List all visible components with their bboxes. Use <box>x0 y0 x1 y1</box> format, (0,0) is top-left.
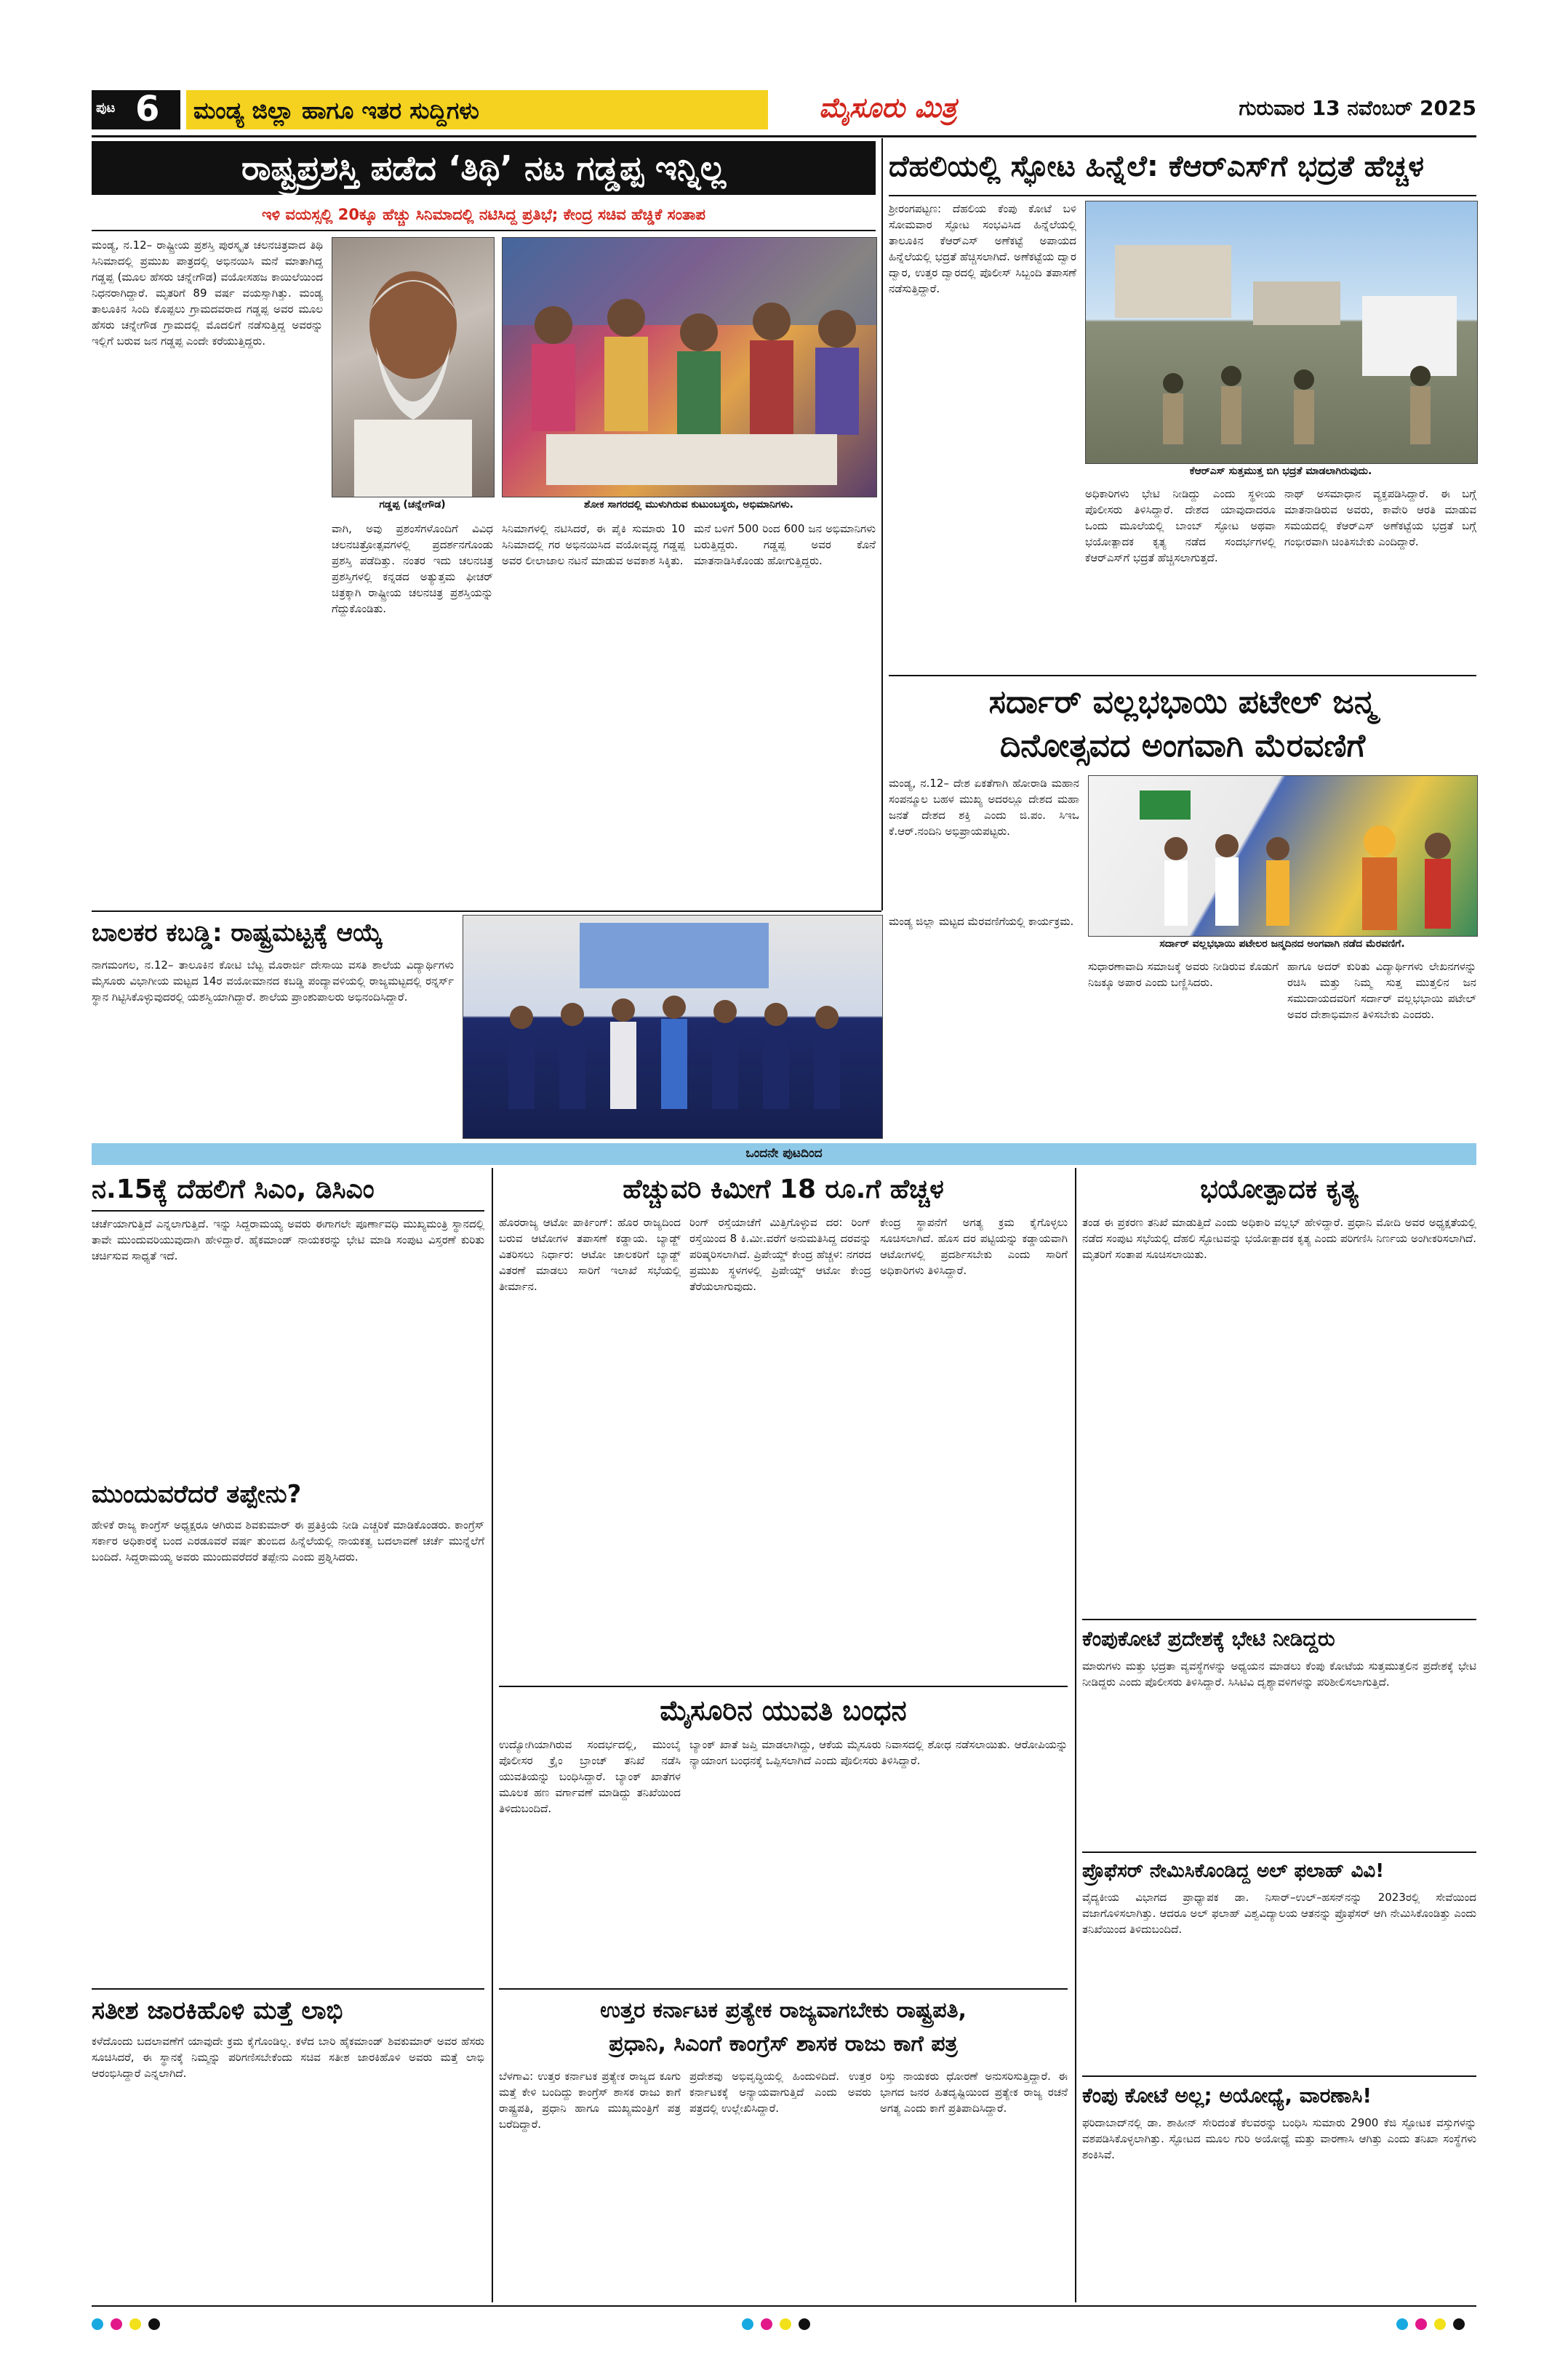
story8-top-rule <box>499 1988 1068 1990</box>
story1-col3: ಸಿನಿಮಾಗಳಲ್ಲಿ ನಟಿಸಿದರೆ, ಈ ಪೈಕಿ ಸುಮಾರು 10 ಸಿನಿಮಾದಲ್ಲಿ ಗರ ಅಭಿನಯಿಸಿದ ವಯೋವೃದ್ಧ ಗಡ್ಡಪ್ಪ ಅವರ ಲೀಲಾಜಾಲ ನಟನೆ ಮಾಡುವ ಅವಕಾಶ ಸಿಕ್ಕಿತು. <box>502 522 689 567</box>
story7-headline: ಮೈಸೂರಿನ ಯುವತಿ ಬಂಧನ <box>660 1694 907 1726</box>
story9b-headline: ಕೆಂಪುಕೋಟೆ ಪ್ರದೇಶಕ್ಕೆ ಭೇಟಿ ನೀಡಿದ್ದರು <box>1082 1627 1335 1651</box>
col-divider-main <box>881 138 883 910</box>
story1-photo2-caption: ಶೋಕ ಸಾಗರದಲ್ಲಿ ಮುಳುಗಿರುವ ಕುಟುಂಬಸ್ಥರು, ಅಭಿಮಾನಿಗಳು. <box>584 499 793 511</box>
story9c-top-rule <box>1082 1851 1476 1853</box>
story3-photo <box>1088 775 1478 937</box>
story6-col2: ರಿಂಗ್ ರಸ್ತೆಯಾಚೆಗೆ ಮಿತ್ತಿಗೊಳ್ಳುವ ದರ: ರಿಂಗ್ ರಸ್ತೆಯಿಂದ 8 ಕಿ.ಮೀ.ವರೆಗೆ ಅನುಮತಿಸಿದ್ದ ದರವನ್ನು ಪರಿಷ್ಕರಿಸಲಾಗಿದೆ. ಪ್ರಿಪೇಯ್ಡ್ ಕೇಂದ್ರ ಹೆಚ್ಚಳ: ನಗರದ ಪ್ರಮುಖ ಸ್ಥಳಗಳಲ್ಲಿ ಪ್ರಿಪೇಯ್ಡ್ ಆಟೋ ಕೇಂದ್ರ ತೆರೆಯಲಾಗುವುದು. <box>689 1216 875 1293</box>
story8-col3: ರಿಸ್ತು ನಾಯಕರು ಧೋರಣೆ ಅನುಸರಿಸುತ್ತಿದ್ದಾರೆ. ಈ ಭಾಗದ ಜನರ ಹಿತದೃಷ್ಟಿಯಿಂದ ಪ್ರತ್ಯೇಕ ರಾಜ್ಯ ರಚನೆ ಅಗತ್ಯ ಎಂದು ಕಾಗೆ ಪ್ರತಿಪಾದಿಸಿದ್ದಾರೆ. <box>880 2070 1071 2115</box>
footer-rule <box>92 2305 1476 2307</box>
krs-dam-graphic <box>1086 201 1477 463</box>
story5c-headline: ಸತೀಶ ಜಾರಕಿಹೊಳಿ ಮತ್ತೆ ಲಾಭಿ <box>92 1996 343 2025</box>
story6-col3: ಕೇಂದ್ರ ಸ್ಥಾಪನೆಗೆ ಅಗತ್ಯ ಕ್ರಮ ಕೈಗೊಳ್ಳಲು ಸೂಚಿಸಲಾಗಿದೆ. ಹೊಸ ದರ ಪಟ್ಟಿಯನ್ನು ಕಡ್ಡಾಯವಾಗಿ ಆಟೋಗಳಲ್ಲಿ ಪ್ರದರ್ಶಿಸಬೇಕು ಎಂದು ಸಾರಿಗೆ ಅಧಿಕಾರಿಗಳು ತಿಳಿಸಿದ್ದಾರೆ. <box>880 1216 1071 1277</box>
story6-col1: ಹೊರರಾಜ್ಯ ಆಟೋ ಪಾರ್ಕಿಂಗ್: ಹೊರ ರಾಜ್ಯದಿಂದ ಬರುವ ಆಟೋಗಳ ತಪಾಸಣೆ ಕಡ್ಡಾಯ. ಬ್ಯಾಡ್ಜ್ ವಿತರಿಸಲು ನಿರ್ಧಾರ: ಆಟೋ ಚಾಲಕರಿಗೆ ಬ್ಯಾಡ್ಜ್ ವಿತರಣೆ ಮಾಡಲು ಸಾರಿಗೆ ಇಲಾಖೆ ಸಭೆಯಲ್ಲಿ ತೀರ್ಮಾನ. <box>499 1216 684 1293</box>
header-bar <box>92 89 1476 132</box>
story2-col3: ನಾಥ್ ಅಸಮಾಧಾನ ವ್ಯಕ್ತಪಡಿಸಿದ್ದಾರೆ. ಈ ಬಗ್ಗೆ ಮಾತನಾಡಿರುವ ಅವರು, ಕಾವೇರಿ ಆರತಿ ಮಾಡುವ ಸಮಯದಲ್ಲಿ ಕೆಆರ್‌ಎಸ್ ಅಣೆಕಟ್ಟೆಯ ಭದ್ರತೆ ಬಗ್ಗೆ ಗಂಭೀರವಾಗಿ ಚಿಂತಿಸಬೇಕು ಎಂದಿದ್ದಾರೆ. <box>1284 487 1480 548</box>
story1-photo1 <box>332 237 495 497</box>
story9d-headline: ಕೆಂಪು ಕೋಟೆ ಅಲ್ಲ; ಅಯೋಧ್ಯೆ, ವಾರಣಾಸಿ! <box>1082 2083 1372 2107</box>
story2-photo <box>1085 201 1478 464</box>
story1-col2: ವಾಗಿ, ಅವು ಪ್ರಶಂಸೆಗಳೊಂದಿಗೆ ವಿವಿಧ ಚಲನಚಿತ್ರೋತ್ಸವಗಳಲ್ಲಿ ಪ್ರದರ್ಶನಗೊಂಡು ಪ್ರಶಸ್ತಿ ಪಡೆದಿತ್ತು. ನಂತರ ಇದು ಚಲನಚಿತ್ರ ಪ್ರಶಸ್ತಿಗಳಲ್ಲಿ ಕನ್ನಡದ ಅತ್ಯುತ್ತಮ ಫೀಚರ್ ಚಿತ್ರಕ್ಕಾಗಿ ರಾಷ್ಟ್ರೀಯ ಚಲನಚಿತ್ರ ಪ್ರಶಸ್ತಿಯನ್ನು ಗೆದ್ದುಕೊಂಡಿತು. <box>332 522 497 615</box>
masthead: ಮೈಸೂರು ಮಿತ್ರ <box>819 92 957 124</box>
story3-col2: ಸುಧಾರಣಾವಾದಿ ಸಮಾಜಕ್ಕೆ ಅವರು ನೀಡಿರುವ ಕೊಡುಗೆ ನಿಜಕ್ಕೂ ಅಪಾರ ಎಂದು ಬಣ್ಣಿಸಿದರು. <box>1088 960 1282 989</box>
col-divider-right <box>1075 1168 1076 2302</box>
story1-subheadline: ಇಳಿ ವಯಸ್ಸಲ್ಲಿ 20ಕ್ಕೂ ಹೆಚ್ಚು ಸಿನಿಮಾದಲ್ಲಿ ನಟಿಸಿದ್ದ ಪ್ರತಿಭೆ; ಕೇಂದ್ರ ಸಚಿವ ಹೆಚ್ಡಿಕೆ ಸಂತಾಪ <box>261 206 706 223</box>
story3-headline-1: ಸರ್ದಾರ್ ವಲ್ಲಭಭಾಯಿ ಪಟೇಲ್ ಜನ್ಮ <box>988 684 1377 721</box>
header-rule <box>92 135 1476 137</box>
story8-col2: ಪ್ರದೇಶವು ಅಭಿವೃದ್ಧಿಯಲ್ಲಿ ಹಿಂದುಳಿದಿದೆ. ಉತ್ತರ ಕರ್ನಾಟಕಕ್ಕೆ ಅನ್ಯಾಯವಾಗುತ್ತಿದೆ ಎಂದು ಅವರು ಪತ್ರದಲ್ಲಿ ಉಲ್ಲೇಖಿಸಿದ್ದಾರೆ. <box>689 2070 875 2115</box>
story7-top-rule <box>499 1686 1068 1687</box>
story5b-body: ಹೇಳಿಕೆ ರಾಜ್ಯ ಕಾಂಗ್ರೆಸ್ ಅಧ್ಯಕ್ಷರೂ ಆಗಿರುವ ಶಿವಕುಮಾರ್ ಈ ಪ್ರತಿಕ್ರಿಯೆ ನೀಡಿ ಎಚ್ಚರಿಕೆ ಮಾಡಿಕೊಂಡರು. ಕಾಂಗ್ರೆಸ್ ಸರ್ಕಾರ ಅಧಿಕಾರಕ್ಕೆ ಬಂದ ಎರಡೂವರೆ ವರ್ಷ ತುಂಬಿದ ಹಿನ್ನೆಲೆಯಲ್ಲಿ ನಾಯಕತ್ವ ಬದಲಾವಣೆ ಚರ್ಚೆ ಮುನ್ನೆಲೆಗೆ ಬಂದಿದೆ. ಸಿದ್ದರಾಮಯ್ಯ ಅವರು ಮುಂದುವರೆದರೆ ತಪ್ಪೇನು ಎಂದು ಪ್ರಶ್ನಿಸಿದರು. <box>92 1518 488 1564</box>
portrait-graphic <box>332 238 494 497</box>
story1-photo2 <box>502 237 877 497</box>
story1-col1: ಮಂಡ್ಯ, ನ.12– ರಾಷ್ಟ್ರೀಯ ಪ್ರಶಸ್ತಿ ಪುರಸ್ಕೃತ ಚಲನಚಿತ್ರವಾದ ತಿಥಿ ಸಿನಿಮಾದಲ್ಲಿ ಪ್ರಮುಖ ಪಾತ್ರದಲ್ಲಿ ಅಭಿನಯಿಸಿ ಮನೆ ಮಾತಾಗಿದ್ದ ಗಡ್ಡಪ್ಪ (ಮೂಲ ಹೆಸರು ಚನ್ನೇಗೌಡ) ವಯೋಸಹಜ ಕಾಯಿಲೆಯಿಂದ ನಿಧನರಾಗಿದ್ದಾರೆ. ಮೃತರಿಗೆ 89 ವರ್ಷ ವಯಸ್ಸಾಗಿತ್ತು. ಮಂಡ್ಯ ತಾಲೂಕಿನ ಸಿಂದಿ ಕೊಪ್ಪಲು ಗ್ರಾಮದವರಾದ ಗಡ್ಡಪ್ಪ ಅವರ ಮೂಲ ಹೆಸರು ಚನ್ನೇಗೌಡ ಗ್ರಾಮದಲ್ಲಿ ಮೊದಲಿಗೆ ನಡೆಸುತ್ತಿದ್ದ ಅವರನ್ನು ಇಲ್ಲಿಗೆ ಬರುವ ಜನ ಗಡ್ಡಪ್ಪ ಎಂದೇ ಕರೆಯುತ್ತಿದ್ದರು. <box>92 239 327 348</box>
story4-photo <box>463 915 883 1139</box>
story1-headline: ರಾಷ್ಟ್ರಪ್ರಶಸ್ತಿ ಪಡೆದ ‘ತಿಥಿ’ ನಟ ಗಡ್ಡಪ್ಪ ಇನ್ನಿಲ್ಲ <box>92 141 876 195</box>
story1-sub-rule <box>92 230 876 231</box>
issue-date: ಗುರುವಾರ 13 ನವೆಂಬರ್ 2025 <box>1239 96 1476 120</box>
story9c-body: ವೈದ್ಯಕೀಯ ವಿಭಾಗದ ಪ್ರಾಧ್ಯಾಪಕ ಡಾ. ನಿಸಾರ್–ಉಲ್–ಹಸನ್‌ನನ್ನು 2023ರಲ್ಲಿ ಸೇವೆಯಿಂದ ವಜಾಗೊಳಿಸಲಾಗಿತ್ತು. ಆದರೂ ಅಲ್ ಫಲಾಹ್ ವಿಶ್ವವಿದ್ಯಾಲಯ ಆತನನ್ನು ಪ್ರೊಫೆಸರ್ ಆಗಿ ನೇಮಿಸಿಕೊಂಡಿತ್ತು ಎಂದು ತನಿಖೆಯಿಂದ ತಿಳಿದುಬಂದಿದೆ. <box>1082 1891 1480 1936</box>
story2-photo-caption: ಕೆಆರ್‌ಎಸ್ ಸುತ್ತಮುತ್ತ ಬಿಗಿ ಭದ್ರತೆ ಮಾಡಲಾಗಿರುವುದು. <box>1189 465 1372 477</box>
col-divider-left <box>492 1168 493 2302</box>
story3-photo-caption: ಸರ್ದಾರ್ ವಲ್ಲಭಭಾಯಿ ಪಟೇಲರ ಜನ್ಮದಿನದ ಅಂಗವಾಗಿ ನಡೆದ ಮೆರವಣಿಗೆ. <box>1159 938 1405 950</box>
story5c-body: ಕಳೆದೊಂದು ಬದಲಾವಣೆಗೆ ಯಾವುದೇ ಕ್ರಮ ಕೈಗೊಂಡಿಲ್ಲ. ಕಳೆದ ಬಾರಿ ಹೈಕಮಾಂಡ್ ಶಿವಕುಮಾರ್ ಅವರ ಹೆಸರು ಸೂಚಿಸಿದರೆ, ಈ ಸ್ಥಾನಕ್ಕೆ ನಿಮ್ಮನ್ನು ಪರಿಗಣಿಸಬೇಕೆಂದು ಸಚಿವ ಸತೀಶ ಜಾರಕಿಹೊಳಿ ಅವರು ಮತ್ತೆ ಲಾಭಿ ಆರಂಭಿಸಿದ್ದಾರೆ ಎನ್ನಲಾಗಿದೆ. <box>92 2035 488 2080</box>
story3-col3: ಹಾಗೂ ಅದರ್ ಕುರಿತು ವಿದ್ಯಾರ್ಥಿಗಳು ಲೇಖನಗಳನ್ನು ರಚಿಸಿ ಮತ್ತು ನಿಮ್ಮ ಸುತ್ತ ಮುತ್ತಲಿನ ಜನ ಸಮುದಾಯದವರಿಗೆ ಸರ್ದಾರ್ ವಲ್ಲಭಭಾಯಿ ಪಟೇಲ್ ಅವರ ದೇಶಾಭಿಮಾನ ತಿಳಿಸಬೇಕು ಎಂದರು. <box>1287 960 1480 1021</box>
section-title: ಮಂಡ್ಯ ಜಿಲ್ಲಾ ಹಾಗೂ ಇತರ ಸುದ್ದಿಗಳು <box>193 97 479 124</box>
registration-marks-center <box>742 2318 829 2333</box>
story7-col1: ಉದ್ಯೋಗಿಯಾಗಿರುವ ಸಂದರ್ಭದಲ್ಲಿ, ಮುಂಬೈ ಪೊಲೀಸರ ಕ್ರೈಂ ಬ್ರಾಂಚ್ ತನಿಖೆ ನಡೆಸಿ ಯುವತಿಯನ್ನು ಬಂಧಿಸಿದ್ದಾರೆ. ಬ್ಯಾಂಕ್ ಖಾತೆಗಳ ಮೂಲಕ ಹಣ ವರ್ಗಾವಣೆ ಮಾಡಿದ್ದು ತನಿಖೆಯಿಂದ ತಿಳಿದುಬಂದಿದೆ. <box>499 1738 684 1815</box>
story2-rule <box>889 195 1476 196</box>
story4-body: ನಾಗಮಂಗಲ, ನ.12– ತಾಲೂಕಿನ ಕೋಟಿ ಬೆಟ್ಟ ಮೊರಾರ್ಜಿ ದೇಸಾಯಿ ವಸತಿ ಶಾಲೆಯ ವಿದ್ಯಾರ್ಥಿಗಳು ಮೈಸೂರು ವಿಭಾಗೀಯ ಮಟ್ಟದ 14ರ ವಯೋಮಾನದ ಕಬಡ್ಡಿ ಪಂದ್ಯಾವಳಿಯಲ್ಲಿ ರಾಜ್ಯಮಟ್ಟದಲ್ಲಿ ರನ್ನರ್ಸ್ ಸ್ಥಾನ ಗಿಟ್ಟಿಸಿಕೊಳ್ಳುವುದರಲ್ಲಿ ಯಶಸ್ವಿಯಾಗಿದ್ದಾರೆ. ಶಾಲೆಯ ಪ್ರಾಂಶುಪಾಲರು ಅಭಿನಂದಿಸಿದ್ದಾರೆ. <box>92 958 457 1004</box>
story5-rule <box>92 1210 484 1212</box>
story5-body: ಚರ್ಚೆಯಾಗುತ್ತಿದೆ ಎನ್ನಲಾಗುತ್ತಿದೆ. ಇನ್ನು ಸಿದ್ದರಾಮಯ್ಯ ಅವರು ಈಗಾಗಲೇ ಪೂರ್ಣಾವಧಿ ಮುಖ್ಯಮಂತ್ರಿ ಸ್ಥಾನದಲ್ಲಿ ತಾವೇ ಮುಂದುವರಿಯುವುದಾಗಿ ಹೇಳಿದ್ದಾರೆ. ಹೈಕಮಾಂಡ್ ನಾಯಕರನ್ನು ಭೇಟಿ ಮಾಡಿ ಸಂಪುಟ ವಿಸ್ತರಣೆ ಕುರಿತು ಚರ್ಚಿಸುವ ಸಾಧ್ಯತೆ ಇದೆ. <box>92 1217 488 1262</box>
story1-photo1-caption: ಗಡ್ಡಪ್ಪ (ಚನ್ನೇಗೌಡ) <box>379 499 446 511</box>
story1-col4: ಮನೆ ಬಳಿಗೆ 500 ರಿಂದ 600 ಜನ ಅಭಿಮಾನಿಗಳು ಬರುತ್ತಿದ್ದರು. ಗಡ್ಡಪ್ಪ ಅವರ ಕೊನೆ ಮಾತನಾಡಿಸಿಕೊಂಡು ಹೋಗುತ್ತಿದ್ದರು. <box>694 522 879 567</box>
story6-headline: ಹೆಚ್ಚುವರಿ ಕಿಮೀಗೆ 18 ರೂ.ಗೆ ಹೆಚ್ಚಳ <box>623 1174 944 1204</box>
story9d-body: ಫರಿದಾಬಾದ್‌ನಲ್ಲಿ ಡಾ. ಶಾಹೀನ್ ಸೇರಿದಂತೆ ಕೆಲವರನ್ನು ಬಂಧಿಸಿ ಸುಮಾರು 2900 ಕೆಜಿ ಸ್ಫೋಟಕ ವಸ್ತುಗಳನ್ನು ವಶಪಡಿಸಿಕೊಳ್ಳಲಾಗಿತ್ತು. ಸ್ಫೋಟದ ಮೂಲ ಗುರಿ ಅಯೋಧ್ಯೆ ಮತ್ತು ವಾರಣಾಸಿ ಆಗಿತ್ತು ಎಂದು ತನಿಖಾ ಸಂಸ್ಥೆಗಳು ಶಂಕಿಸಿವೆ. <box>1082 2116 1480 2161</box>
procession-graphic <box>1089 776 1477 936</box>
continuation-label: ಒಂದನೇ ಪುಟದಿಂದ <box>745 1146 823 1161</box>
story5-headline: ನ.15ಕ್ಕೆ ದೆಹಲಿಗೆ ಸಿಎಂ, ಡಿಸಿಎಂ <box>92 1174 375 1204</box>
story3-col1: ಮಂಡ್ಯ, ನ.12– ದೇಶ ಏಕತೆಗಾಗಿ ಹೋರಾಡಿ ಮಹಾನ ಸಂಪನ್ಮೂಲ ಬಹಳ ಮುಖ್ಯ ಅದರಲ್ಲೂ ದೇಶದ ಮಹಾ ಜನತೆ ದೇಶದ ಶಕ್ತಿ ಎಂದು ಜಿ.ಪಂ. ಸಿಇಒ ಕೆ.ಆರ್.ನಂದಿನಿ ಅಭಿಪ್ರಾಯಪಟ್ಟರು. <box>889 777 1083 838</box>
page-label-box <box>92 90 180 129</box>
story2-end-rule <box>889 675 1476 676</box>
story9-headline: ಭಯೋತ್ಪಾದಕ ಕೃತ್ಯ <box>1200 1174 1359 1204</box>
story8-col1: ಬೆಳಗಾವಿ: ಉತ್ತರ ಕರ್ನಾಟಕ ಪ್ರತ್ಯೇಕ ರಾಜ್ಯದ ಕೂಗು ಮತ್ತೆ ಕೇಳಿ ಬಂದಿದ್ದು ಕಾಂಗ್ರೆಸ್ ಶಾಸಕ ರಾಜು ಕಾಗೆ ರಾಷ್ಟ್ರಪತಿ, ಪ್ರಧಾನಿ ಹಾಗೂ ಮುಖ್ಯಮಂತ್ರಿಗೆ ಪತ್ರ ಬರೆದಿದ್ದಾರೆ. <box>499 2070 684 2131</box>
story9c-headline: ಪ್ರೊಫೆಸರ್ ನೇಮಿಸಿಕೊಂಡಿದ್ದ ಅಲ್ ಫಲಾಹ್ ವಿವಿ! <box>1082 1860 1385 1882</box>
story4-top-rule <box>92 910 881 912</box>
page-number: 6 <box>135 89 160 129</box>
story3-col1-cont: ಮಂಡ್ಯ ಜಿಲ್ಲಾ ಮಟ್ಟದ ಮೆರವಣಿಗೆಯಲ್ಲಿ ಕಾರ್ಯಕ್ರಮ. <box>889 915 1074 928</box>
story9b-body: ಮಾರುಗಳು ಮತ್ತು ಭದ್ರತಾ ವ್ಯವಸ್ಥೆಗಳನ್ನು ಅಧ್ಯಯನ ಮಾಡಲು ಕೆಂಪು ಕೋಟೆಯ ಸುತ್ತಮುತ್ತಲಿನ ಪ್ರದೇಶಕ್ಕೆ ಭೇಟಿ ನೀಡಿದ್ದರು ಎಂದು ಪೊಲೀಸರು ತಿಳಿಸಿದ್ದಾರೆ. ಸಿಸಿಟಿವಿ ದೃಶ್ಯಾವಳಿಗಳನ್ನು ಪರಿಶೀಲಿಸಲಾಗುತ್ತಿದೆ. <box>1082 1660 1480 1689</box>
registration-marks-left <box>92 2318 179 2333</box>
kabaddi-team-graphic <box>463 916 882 1138</box>
story5c-top-rule <box>92 1988 484 1990</box>
story2-body: ಶ್ರೀರಂಗಪಟ್ಟಣ: ದೆಹಲಿಯ ಕೆಂಪು ಕೋಟೆ ಬಳಿ ಸೋಮವಾರ ಸ್ಫೋಟ ಸಂಭವಿಸಿದ ಹಿನ್ನೆಲೆಯಲ್ಲಿ ತಾಲೂಕಿನ ಕೆಆರ್‌ಎಸ್ ಅಣೆಕಟ್ಟೆ ಅಪಾಯದ ಹಿನ್ನೆಲೆಯಲ್ಲಿ ಭದ್ರತೆ ಹೆಚ್ಚಿಸಲಾಗಿದೆ. ಅಣೆಕಟ್ಟೆಯ ದ್ವಾರ ದ್ವಾರ, ಉತ್ತರ ದ್ವಾರದಲ್ಲಿ ಪೊಲೀಸ್ ಸಿಬ್ಬಂದಿ ತಪಾಸಣೆ ನಡೆಸುತ್ತಿದ್ದಾರೆ. <box>889 202 1080 295</box>
story9b-top-rule <box>1082 1619 1476 1620</box>
story5b-headline: ಮುಂದುವರೆದರೆ ತಪ್ಪೇನು? <box>92 1480 302 1509</box>
story3-headline-2: ದಿನೋತ್ಸವದ ಅಂಗವಾಗಿ ಮೆರವಣಿಗೆ <box>999 727 1366 764</box>
page-label: ಪುಟ <box>96 100 116 116</box>
story4-headline: ಬಾಲಕರ ಕಬಡ್ಡಿ: ರಾಷ್ಟ್ರಮಟ್ಟಕ್ಕೆ ಆಯ್ಕೆ <box>92 918 383 948</box>
story8-headline-2: ಪ್ರಧಾನಿ, ಸಿಎಂಗೆ ಕಾಂಗ್ರೆಸ್ ಶಾಸಕ ರಾಜು ಕಾಗೆ ಪತ್ರ <box>609 2031 958 2057</box>
story2-col2: ಅಧಿಕಾರಿಗಳು ಭೇಟಿ ನೀಡಿದ್ದು ಎಂದು ಸ್ಥಳೀಯ ಪೊಲೀಸರು ತಿಳಿಸಿದ್ದಾರೆ. ದೇಶದ ಯಾವುದಾದರೂ ಒಂದು ಮೂಲೆಯಲ್ಲಿ ಬಾಂಬ್ ಸ್ಫೋಟ ಅಥವಾ ಭಯೋತ್ಪಾದಕ ಕೃತ್ಯ ನಡೆದ ಸಂದರ್ಭಗಳಲ್ಲಿ ಕೆಆರ್‌ಎಸ್‌ಗೆ ಭದ್ರತೆ ಹೆಚ್ಚಿಸಲಾಗುತ್ತದೆ. <box>1085 487 1279 564</box>
story7-col2: ಬ್ಯಾಂಕ್ ಖಾತೆ ಜಪ್ತಿ ಮಾಡಲಾಗಿದ್ದು, ಆಕೆಯ ಮೈಸೂರು ನಿವಾಸದಲ್ಲಿ ಶೋಧ ನಡೆಸಲಾಯಿತು. ಆರೋಪಿಯನ್ನು ನ್ಯಾಯಾಂಗ ಬಂಧನಕ್ಕೆ ಒಪ್ಪಿಸಲಾಗಿದೆ ಎಂದು ಪೊಲೀಸರು ತಿಳಿಸಿದ್ದಾರೆ. <box>689 1738 1071 1767</box>
story9-body: ತಂಡ ಈ ಪ್ರಕರಣ ತನಿಖೆ ಮಾಡುತ್ತಿದೆ ಎಂದು ಅಧಿಕಾರಿ ವಲ್ಲಭ್ ಹೇಳಿದ್ದಾರೆ. ಪ್ರಧಾನಿ ಮೋದಿ ಅವರ ಅಧ್ಯಕ್ಷತೆಯಲ್ಲಿ ನಡೆದ ಸಂಪುಟ ಸಭೆಯಲ್ಲಿ ದೆಹಲಿ ಸ್ಫೋಟವನ್ನು ಭಯೋತ್ಪಾದಕ ಕೃತ್ಯ ಎಂದು ಪರಿಗಣಿಸಿ ನಿರ್ಣಯ ಅಂಗೀಕರಿಸಲಾಗಿದೆ. ಮೃತರಿಗೆ ಸಂತಾಪ ಸೂಚಿಸಲಾಯಿತು. <box>1082 1216 1480 1261</box>
story8-headline-1: ಉತ್ತರ ಕರ್ನಾಟಕ ಪ್ರತ್ಯೇಕ ರಾಜ್ಯವಾಗಬೇಕು ರಾಷ್ಟ್ರಪತಿ, <box>600 1998 967 2023</box>
registration-marks-right <box>1396 2318 1484 2333</box>
section-title-box <box>186 90 768 129</box>
story2-headline: ದೆಹಲಿಯಲ್ಲಿ ಸ್ಫೋಟ ಹಿನ್ನೆಲೆ: ಕೆಆರ್‌ಎಸ್‌ಗೆ ಭದ್ರತೆ ಹೆಚ್ಚಳ <box>889 150 1424 183</box>
continuation-band <box>92 1143 1476 1165</box>
story9d-top-rule <box>1082 2075 1476 2077</box>
mourners-graphic <box>503 238 876 497</box>
